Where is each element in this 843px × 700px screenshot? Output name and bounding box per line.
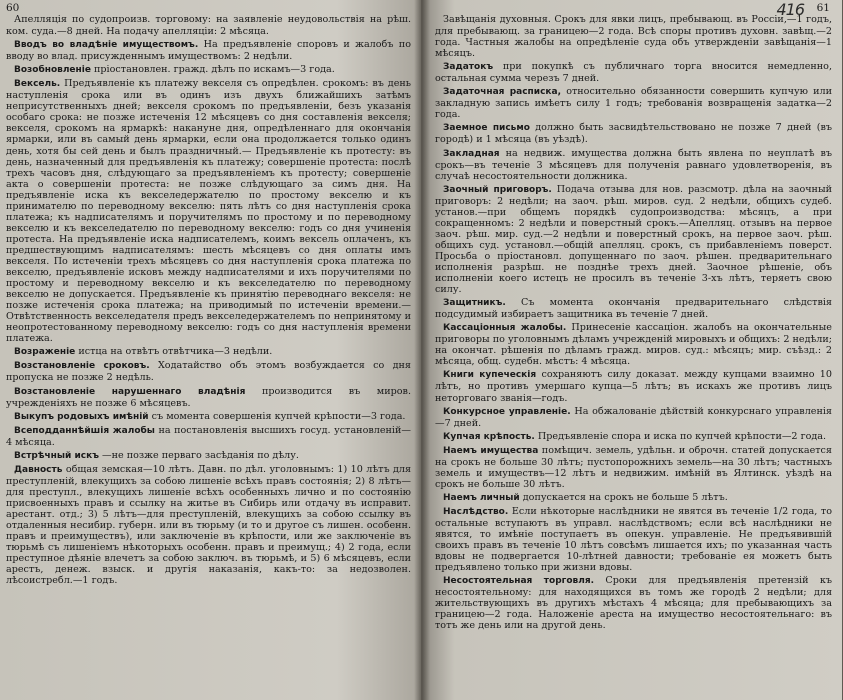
- entry-heading: Книги купеческія: [443, 370, 537, 381]
- entry-text: должно быть засвидѣтельствовано не позже 7 дней (въ городѣ) и 1 мѣсяца (въ уѣздѣ).: [435, 122, 832, 146]
- entry-heading: Задаточная расписка,: [443, 87, 562, 98]
- entry-text: истца на отвѣтъ отвѣтчика—3 недѣли.: [78, 346, 273, 358]
- entry-heading: Купчая крѣпость.: [443, 431, 535, 442]
- entry: [435, 492, 832, 504]
- entry: [6, 346, 411, 358]
- entry-heading: Наемъ личный: [443, 492, 520, 503]
- entry-text: допускается на срокъ не больше 5 лѣтъ.: [522, 491, 728, 503]
- entry-text: Принесеніе кассаціон. жалобъ на окончательные приговоры по уголовнымъ дѣламъ учрежденій мировыхъ и общихъ: 2 недѣли; на окончат. рѣшенія по дѣламъ гражд. миров. суд.: мѣсяцъ; мир. съѣзд.: 2 мѣсяца, общ. судебн. мѣстъ: 4 мѣсяца.: [435, 322, 832, 368]
- entry-text: Сроки для предъявленія претензій къ несостоятельному: для находящихся въ томъ же городѣ 2 недѣли; для жительствующихъ въ другихъ мѣстахъ 4 мѣсяца; для пребывающихъ за границею—2 года. Наложеніе ареста на имущество несостоятельнаго: въ тотъ же день или на другой день.: [435, 575, 832, 632]
- entry-heading: Несостоятельная торговля.: [443, 576, 595, 587]
- entry-heading: Закладная: [443, 148, 500, 159]
- entry-text: Завѣщанія духовныя. Срокъ для явки лицъ, пребывающ. въ Россіи,—1 годъ, для пребывающ. за границею—2 года. Всѣ споры противъ духовн. завѣщ.—2 года. Частныя жалобы на опредѣленіе суда объ утвержденіи завѣщанія—1 мѣсяцъ.: [435, 14, 832, 60]
- entry: [435, 184, 832, 295]
- entry-heading: Возобновленіе: [14, 65, 91, 76]
- entry-heading: Давность: [14, 464, 63, 475]
- entry-heading: Выкупъ родовыхъ имѣній: [14, 411, 149, 422]
- entry-heading: Возраженіе: [14, 347, 76, 358]
- entry-text: относительно обязанности совершить купчую или закладную запись имѣетъ силу 1 годъ; требованія возвращенія задатка—2 года.: [435, 86, 832, 121]
- entry-heading: Кассаціонныя жалобы.: [443, 323, 567, 334]
- entry: [435, 148, 832, 182]
- entry-text: На обжалованіе дѣйствій конкурснаго управленія—7 дней.: [435, 405, 832, 429]
- entry: [6, 14, 411, 37]
- entry-heading: Возстановленіе сроковъ.: [14, 361, 150, 372]
- entry: [6, 360, 411, 383]
- entry: [6, 64, 411, 76]
- entry-text: Апелляція по судопроизв. торговому: на заявленіе неудовольствія на рѣш. ком. суда.—8 дней. На подачу апелляціи: 2 мѣсяца.: [6, 14, 411, 38]
- entry-text: при покупкѣ съ публичнаго торга вносится немедленно, остальная сумма черезъ 7 дней.: [435, 61, 832, 85]
- entry-text: Если нѣкоторые наслѣдники не явятся въ теченіе 1/2 года, то остальные вступаютъ въ управл. наслѣдствомъ; если всѣ наслѣдники не явятся, то имѣніе поступаетъ въ опекун. управленіе. Не предъявившій своихъ правъ въ теченіе 10 лѣтъ совсѣмъ лишается ихъ; по указанная часть вдовы не подвергается 10-лѣтней давности; требованіе ея можетъ быть предъявлено только при жизни вдовы.: [435, 505, 832, 574]
- entry: [435, 122, 832, 145]
- entry-heading: Встрѣчный искъ: [14, 450, 99, 461]
- entry: [6, 39, 411, 62]
- entry-heading: Защитникъ.: [443, 298, 506, 309]
- entry: [6, 386, 411, 409]
- left-page-number: 60: [6, 2, 20, 14]
- entry-text: общая земская—10 лѣтъ. Давн. по дѣл. уголовнымъ: 1) 10 лѣтъ для преступленій, влекущихъ за собою лишеніе всѣхъ правъ состоянія; 2) 8 лѣтъ—для преступл., влекущихъ лишеніе всѣхъ особенныхъ лично и по состоянію присвоенныхъ правъ и ссылку на житье въ Сибирь или отдачу въ исправит. арестант. отд.; 3) 5 лѣтъ—для преступленій, влекущихъ за собою ссылку въ отдаленныя несибир. губерн. или въ тюрьму (и то и другое съ лишен. особенн. правъ и преимуществъ), или заключеніе въ крѣпости, или же заключеніе въ тюрьмѣ съ лишеніемъ нѣкоторыхъ особенн. правъ и преимущ.; 4) 2 года, если преступное дѣяніе влечетъ за собою заключ. въ тюрьмѣ, и 5) 6 мѣсяцевъ, если арестъ, денеж. взыск. и другія наказанія, какъ-то: за недозволен. лѣсоистребл.—1 годъ.: [6, 463, 411, 587]
- left-entries: [6, 14, 411, 586]
- entry-heading: Всеподданнѣйшія жалобы: [14, 425, 155, 436]
- entry-heading: Вексель.: [14, 79, 61, 90]
- entry: [6, 411, 411, 423]
- entry-text: производится въ миров. учрежденіяхъ не позже 6 мѣсяцевъ.: [6, 385, 412, 409]
- entry: [435, 575, 832, 631]
- entry-heading: Заемное письмо: [443, 123, 530, 134]
- entry-heading: Задатокъ: [443, 62, 494, 73]
- entry: [435, 369, 832, 403]
- entry: [435, 406, 832, 429]
- entry-text: Ходатайство объ этомъ возбуждается со дня пропуска не позже 2 недѣль.: [6, 360, 411, 384]
- handwritten-folio-stamp: 416: [776, 0, 804, 19]
- entry-heading: Заочный приговоръ.: [443, 184, 552, 195]
- entry-heading: Вводъ во владѣніе имуществомъ.: [14, 40, 199, 51]
- entry-heading: Наемъ имущества: [443, 445, 539, 456]
- left-page: [0, 0, 421, 700]
- entry: [435, 297, 832, 320]
- entry: [435, 431, 832, 443]
- entry: [6, 78, 411, 344]
- entry: [435, 506, 832, 573]
- entry: [435, 61, 832, 84]
- entry-heading: Конкурсное управленіе.: [443, 406, 571, 417]
- entry: [435, 322, 832, 367]
- entry: [6, 425, 411, 448]
- right-page: [421, 0, 842, 700]
- entry: [435, 86, 832, 120]
- entry-text: на постановленія высшихъ госуд. установленій—4 мѣсяца.: [6, 424, 411, 448]
- entry-text: Предъявленіе къ платежу векселя съ опредѣлен. срокомъ: въ день наступленія срока или въ одинъ изъ двухъ ближайшихъ затѣмъ неприсутственныхъ дней; векселя срокомъ по предъявленіи, безъ указанія особаго срока: не позже истеченія 12 мѣсяцевъ со дня составленія векселя; векселя, срокомъ на ярмаркѣ: накануне дня, опредѣленнаго для окончанія ярмарки, или въ самый день ярмарки, если она продолжается только одинъ день, хотя бы сей день и былъ праздничный.— Предъявленіе къ протесту: въ день, назначенный для предъявленія къ платежу; совершеніе протеста: послѣ трехъ часовъ дня, слѣдующаго за предъявленіемъ къ протесту; совершеніе акта о совершеніи протеста: не позже слѣдующаго за симъ дня. На предъявленіе иска къ векселедержателю по простому векселю и къ принимателю по переводному векселю: пять лѣтъ со дня наступленія срока платежа; къ надписателямъ и поручителямъ по простому и по переводному векселю и къ векселедателю по переводному векселю: годъ со дня учиненія протеста. На предъявленіе иска надписателемъ, коимъ вексель оплаченъ, къ предшествующимъ надписателямъ: шесть мѣсяцевъ со дня оплаты имъ векселя. По истеченіи трехъ мѣсяцевъ со дня наступленія срока платежа по векселю, предъявленіе исковъ между надписателями и ихъ поручителями по простому и переводному векселю и къ векселедателю по переводному векселю не допускается. Предъявленіе къ принятію переводнаго векселя: не позже истеченія срока платежа; на приводимый по истеченіи времени.— Отвѣтственность векселедателя предъ векселедержателемъ по непринятому и неопротестованному переводному векселю: годъ со дня наступленія времени платежа.: [6, 78, 411, 345]
- entry: [6, 464, 411, 587]
- entry-text: —не позже перваго засѣданія по дѣлу.: [102, 449, 299, 461]
- entry-text: съ момента совершенія купчей крѣпости—3 года.: [151, 410, 406, 422]
- entry-text: Съ момента окончанія предварительнаго слѣдствія подсудимый избираетъ защитника въ теченіе 7 дней.: [435, 297, 832, 321]
- right-entries: [435, 14, 832, 631]
- entry-text: на недвиж. имущества должна быть явлена по неуплатѣ въ срокъ—въ теченіе 3 мѣсяцевъ для полученія равнаго удовлетворенія, въ случаѣ несостоятельности должника.: [435, 147, 832, 182]
- entry-text: Подача отзыва для нов. разсмотр. дѣла на заочный приговоръ: 2 недѣли; на заоч. рѣш. миров. суд. 2 недѣли, общихъ судеб. установ.—при общемъ порядкѣ судопроизводства: мѣсяцъ, а при сокращенномъ: 2 недѣли и поверстный срокъ.—Апелляц. отзывъ на первое заоч. рѣш. мир. суд.—2 недѣли и поверстный срокъ, на первое заоч. рѣш. общихъ суд. установл.—общій апелляц. срокъ, съ прибавленіемъ поверст. Просьба о пріостановл. допущеннаго по заоч. рѣшен. предварительнаго исполненія разрѣш. не позднѣе трехъ дней. Заочное рѣшеніе, объ исполненіи коего истецъ не просилъ въ теченіе 3-хъ лѣтъ, теряетъ свою силу.: [435, 183, 832, 296]
- entry-heading: Наслѣдство.: [443, 506, 509, 517]
- entry: [6, 450, 411, 462]
- entry-heading: Возстановленіе нарушеннаго владѣнія: [14, 386, 246, 397]
- entry-text: пріостановлен. гражд. дѣлъ по искамъ—3 года.: [94, 64, 335, 76]
- entry-text: сохраняютъ силу доказат. между купцами взаимно 10 лѣтъ, но противъ умершаго купца—5 лѣтъ; въ искахъ же противъ лицъ неторговаго званія—годъ.: [435, 369, 833, 404]
- entry-text: На предъявленіе споровъ и жалобъ по вводу во влад. присужденнымъ имуществомъ: 2 недѣли.: [6, 39, 411, 63]
- right-page-number: 61: [816, 2, 830, 14]
- entry: [435, 445, 832, 490]
- entry-text: Предъявленіе спора и иска по купчей крѣпости—2 года.: [537, 430, 827, 442]
- entry: [435, 14, 832, 59]
- entry-text: помѣщич. земель, удѣльн. и оброчн. статей допускается на срокъ не больше 30 лѣтъ; пустопорожнихъ земель—на 30 лѣтъ; частныхъ земель и имуществъ—12 лѣтъ и недвижим. имѣній въ Ялтинск. уѣздѣ на срокъ не больше 30 лѣтъ.: [435, 444, 832, 490]
